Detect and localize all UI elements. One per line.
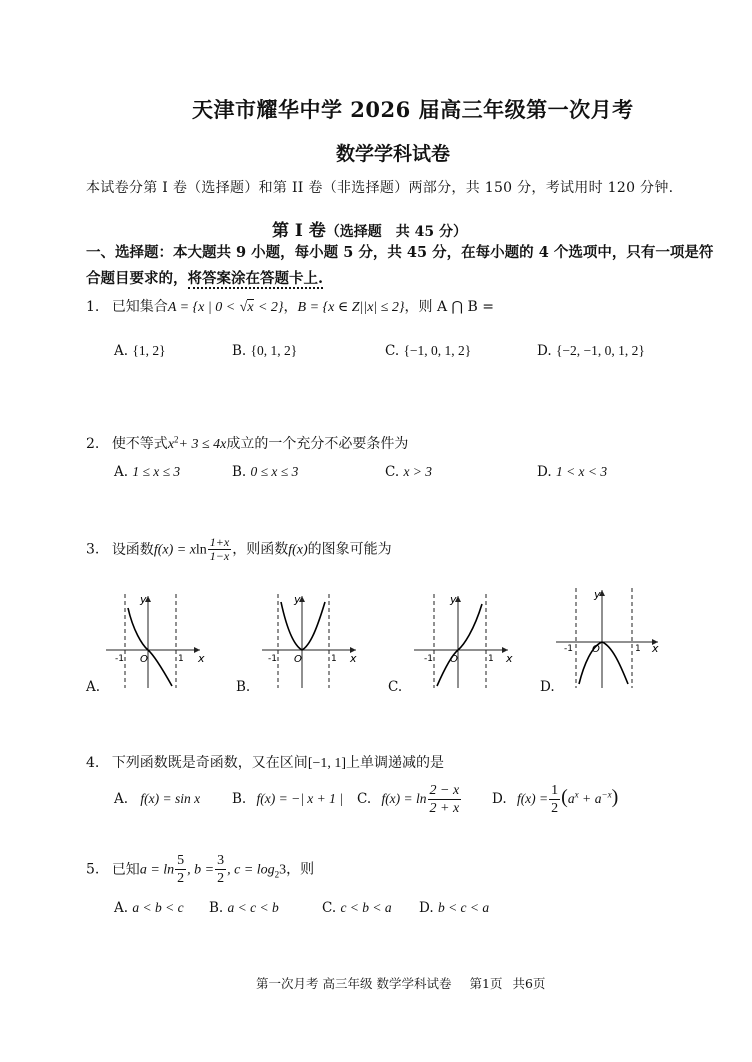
q1-option-a[interactable]	[114, 343, 166, 359]
q5-option-d-text: b < c < a	[437, 900, 490, 915]
q5-a-denominator: 2	[177, 871, 185, 886]
q3d-neg-label: -1	[564, 644, 573, 654]
exam-subtitle: 数学学科试卷	[336, 143, 451, 165]
question-2	[86, 433, 408, 453]
q4-option-d-label: D.	[492, 791, 507, 807]
q2-option-b[interactable]	[232, 464, 298, 480]
q4-option-d-head: f(x) =	[516, 791, 549, 806]
q4-interval: [−1, 1]	[307, 756, 347, 771]
q3-graph-c[interactable]	[408, 590, 518, 690]
q3-option-c-label[interactable]: C.	[388, 679, 403, 695]
q5-option-b-label: B.	[209, 900, 224, 916]
q3-function-ref: f(x)	[288, 542, 308, 558]
q4-option-a-text: f(x) = sin x	[140, 791, 201, 806]
q1-option-d-label: D.	[537, 343, 552, 359]
q3b-neg-label: -1	[268, 654, 277, 664]
q5-a-numerator: 5	[177, 853, 185, 868]
q5-c-head: , c = log	[227, 862, 275, 878]
q3-frac-denominator: 1−x	[209, 549, 230, 563]
q4-option-c-fraction	[428, 782, 462, 817]
q2-option-b-text: 0 ≤ x ≤ 3	[250, 464, 299, 479]
q3-frac-numerator: 1+x	[209, 535, 230, 549]
q4-option-d-exp1: x	[574, 789, 579, 800]
q4-option-a[interactable]	[114, 791, 200, 807]
instructions-text: 一、选择题：本大题共 9 小题，每小题 5 分，共 45 分，在每小题的 4 个选项中，只有一项是符合题目要求的，	[86, 244, 714, 287]
q1-option-c-text: {−1, 0, 1, 2}	[403, 343, 472, 358]
q4-lead: 下列函数既是奇函数，又在区间	[111, 755, 308, 771]
q2-option-d[interactable]	[537, 464, 607, 480]
q1-sqrt-sign: √	[239, 300, 248, 315]
q3-function: f(x) = x	[153, 542, 196, 558]
q5-then: ，则	[286, 861, 315, 878]
q5-option-d[interactable]	[419, 900, 489, 916]
q3c-pos-label: 1	[488, 654, 494, 664]
q5-a-head: a = ln	[139, 862, 175, 878]
q2-option-c-label: C.	[385, 464, 400, 480]
q5-c-tail: 3	[279, 862, 287, 878]
q5-b-head: , b =	[187, 862, 215, 878]
footer-subject: 数学学科试卷	[376, 976, 452, 991]
q2-option-d-text: 1 < x < 3	[555, 464, 608, 479]
q5-option-b[interactable]	[209, 900, 279, 916]
q2-expr-x: x	[167, 437, 175, 452]
q5-a-fraction	[175, 852, 186, 887]
q2-option-a-text: 1 ≤ x ≤ 3	[132, 464, 181, 479]
q2-option-d-label: D.	[537, 464, 552, 480]
q3c-y-label: y	[450, 593, 457, 606]
q2-option-a[interactable]	[114, 464, 180, 480]
q2-number: 2.	[86, 436, 100, 452]
q5-lead: 已知	[111, 861, 140, 878]
q3d-origin-label: O	[592, 644, 600, 655]
q1-set-b: B = {x ∈ Z||x| ≤ 2}	[297, 300, 405, 315]
q3-option-b-label[interactable]: B.	[236, 679, 251, 695]
q5-option-c[interactable]	[322, 900, 392, 916]
q4-option-d-base2: a	[594, 791, 602, 806]
question-4	[86, 752, 444, 772]
q5-c-base: 2	[274, 869, 280, 880]
footer-page: 第1页	[469, 976, 503, 991]
q2-lead: 使不等式	[111, 436, 168, 452]
q1-option-b-text: {0, 1, 2}	[250, 343, 298, 358]
q5-option-c-text: c < b < a	[340, 900, 392, 915]
q4-number: 4.	[86, 755, 100, 771]
q1-option-a-label: A.	[114, 343, 129, 359]
q1-option-b[interactable]	[232, 343, 297, 359]
q5-option-d-label: D.	[419, 900, 434, 916]
footer-exam: 第一次月考	[256, 976, 319, 991]
q3c-origin-label: O	[450, 654, 458, 665]
q5-b-numerator: 3	[217, 853, 225, 868]
q3d-x-label: x	[652, 642, 659, 655]
q1-set-a-tail: < 2}	[257, 300, 284, 315]
section-instructions	[86, 240, 726, 292]
q4-option-c[interactable]	[357, 782, 462, 817]
q3d-y-label: y	[594, 588, 601, 601]
section-heading-main: 第 I 卷	[272, 221, 326, 241]
q4-option-b-label: B.	[232, 791, 247, 807]
q2-expr-exponent: 2	[174, 434, 179, 445]
q4-option-c-head: f(x) = ln	[381, 791, 427, 806]
q4-option-d-denominator: 2	[551, 801, 559, 816]
q5-option-b-text: a < c < b	[227, 900, 279, 915]
q3c-x-label: x	[506, 652, 513, 665]
q2-option-c-text: x > 3	[403, 464, 433, 479]
q4-option-a-label: A.	[114, 791, 129, 807]
q3b-origin-label: O	[294, 654, 302, 665]
q3-option-a-label[interactable]: A.	[86, 679, 101, 695]
q4-option-c-denominator: 2 + x	[429, 801, 460, 816]
q3a-x-label: x	[198, 652, 205, 665]
q2-option-c[interactable]	[385, 464, 432, 480]
q4-option-d-base1: a	[567, 791, 575, 806]
q3d-pos-label: 1	[635, 644, 641, 654]
q2-option-b-label: B.	[232, 464, 247, 480]
q4-option-d[interactable]	[492, 782, 618, 817]
q4-option-c-label: C.	[357, 791, 372, 807]
q3-graph-b[interactable]	[256, 590, 366, 690]
instructions-emphasis: 将答案涂在答题卡上.	[187, 270, 324, 287]
q3b-x-label: x	[350, 652, 357, 665]
q1-sqrt-arg: x	[247, 300, 254, 315]
q4-option-b[interactable]	[232, 791, 343, 807]
q1-option-c[interactable]	[385, 343, 471, 359]
q5-option-a-label: A.	[114, 900, 129, 916]
q1-set-a-head: A = {x | 0 <	[167, 300, 236, 315]
q4-option-d-plus: +	[582, 791, 591, 806]
q1-separator: ，	[283, 299, 298, 315]
q5-option-a-text: a < b < c	[132, 900, 184, 915]
q3a-neg-label: -1	[115, 654, 124, 664]
q3-tail-a: ，则函数	[232, 541, 289, 558]
q5-number: 5.	[86, 861, 100, 878]
q3a-pos-label: 1	[178, 654, 184, 664]
footer-total: 共6页	[512, 976, 546, 991]
q4-option-d-exp2: −x	[601, 789, 612, 800]
exam-intro: 本试卷分第 I 卷（选择题）和第 II 卷（非选择题）两部分，共 150 分，考试用时 120 分钟.	[86, 180, 674, 196]
q3b-y-label: y	[294, 593, 301, 606]
q1-lead: 已知集合	[111, 299, 168, 315]
q1-option-a-text: {1, 2}	[132, 343, 166, 358]
q4-option-c-numerator: 2 − x	[429, 783, 460, 798]
question-5	[86, 852, 314, 887]
q5-b-denominator: 2	[217, 871, 225, 886]
q4-tail: 上单调递减的是	[346, 755, 445, 771]
q3-tail-b: 的图象可能为	[307, 541, 392, 558]
q3-lead: 设函数	[111, 541, 154, 558]
q5-option-a[interactable]	[114, 900, 184, 916]
q4-option-d-fraction	[549, 782, 560, 817]
q5-option-c-label: C.	[322, 900, 337, 916]
q3a-origin-label: O	[140, 654, 148, 665]
question-1	[86, 296, 494, 316]
section-heading	[272, 216, 467, 241]
q3a-y-label: y	[140, 593, 147, 606]
q3-ln: ln	[195, 542, 207, 558]
q2-option-a-label: A.	[114, 464, 129, 480]
q2-expr-rest: + 3 ≤ 4x	[178, 437, 227, 452]
q3-option-d-label[interactable]: D.	[540, 679, 555, 695]
q4-option-d-paren-close: )	[611, 786, 619, 808]
q3-number: 3.	[86, 541, 100, 558]
q5-b-fraction	[215, 852, 226, 887]
exam-title: 天津市耀华中学 2026 届高三年级第一次月考	[192, 97, 634, 122]
question-3	[86, 536, 392, 563]
q2-tail: 成立的一个充分不必要条件为	[226, 436, 409, 452]
q4-option-d-numerator: 1	[551, 783, 559, 798]
footer-grade: 高三年级	[322, 976, 373, 991]
q4-option-b-text: f(x) = −| x + 1 |	[256, 791, 343, 806]
section-heading-note: （选择题 共 45 分）	[325, 224, 468, 240]
q1-option-c-label: C.	[385, 343, 400, 359]
q1-then: ，则 A ⋂ B =	[404, 299, 494, 315]
q1-option-b-label: B.	[232, 343, 247, 359]
q1-option-d-text: {−2, −1, 0, 1, 2}	[555, 343, 645, 358]
q3c-neg-label: -1	[424, 654, 433, 664]
q3-graph-d[interactable]	[552, 586, 664, 690]
q3-fraction	[208, 536, 231, 563]
q4-option-d-paren-open: (	[561, 786, 568, 808]
q3-graph-a[interactable]	[100, 590, 210, 690]
page-footer	[256, 974, 545, 992]
q3b-pos-label: 1	[331, 654, 337, 664]
q1-option-d[interactable]	[537, 343, 645, 359]
q1-number: 1.	[86, 299, 100, 315]
